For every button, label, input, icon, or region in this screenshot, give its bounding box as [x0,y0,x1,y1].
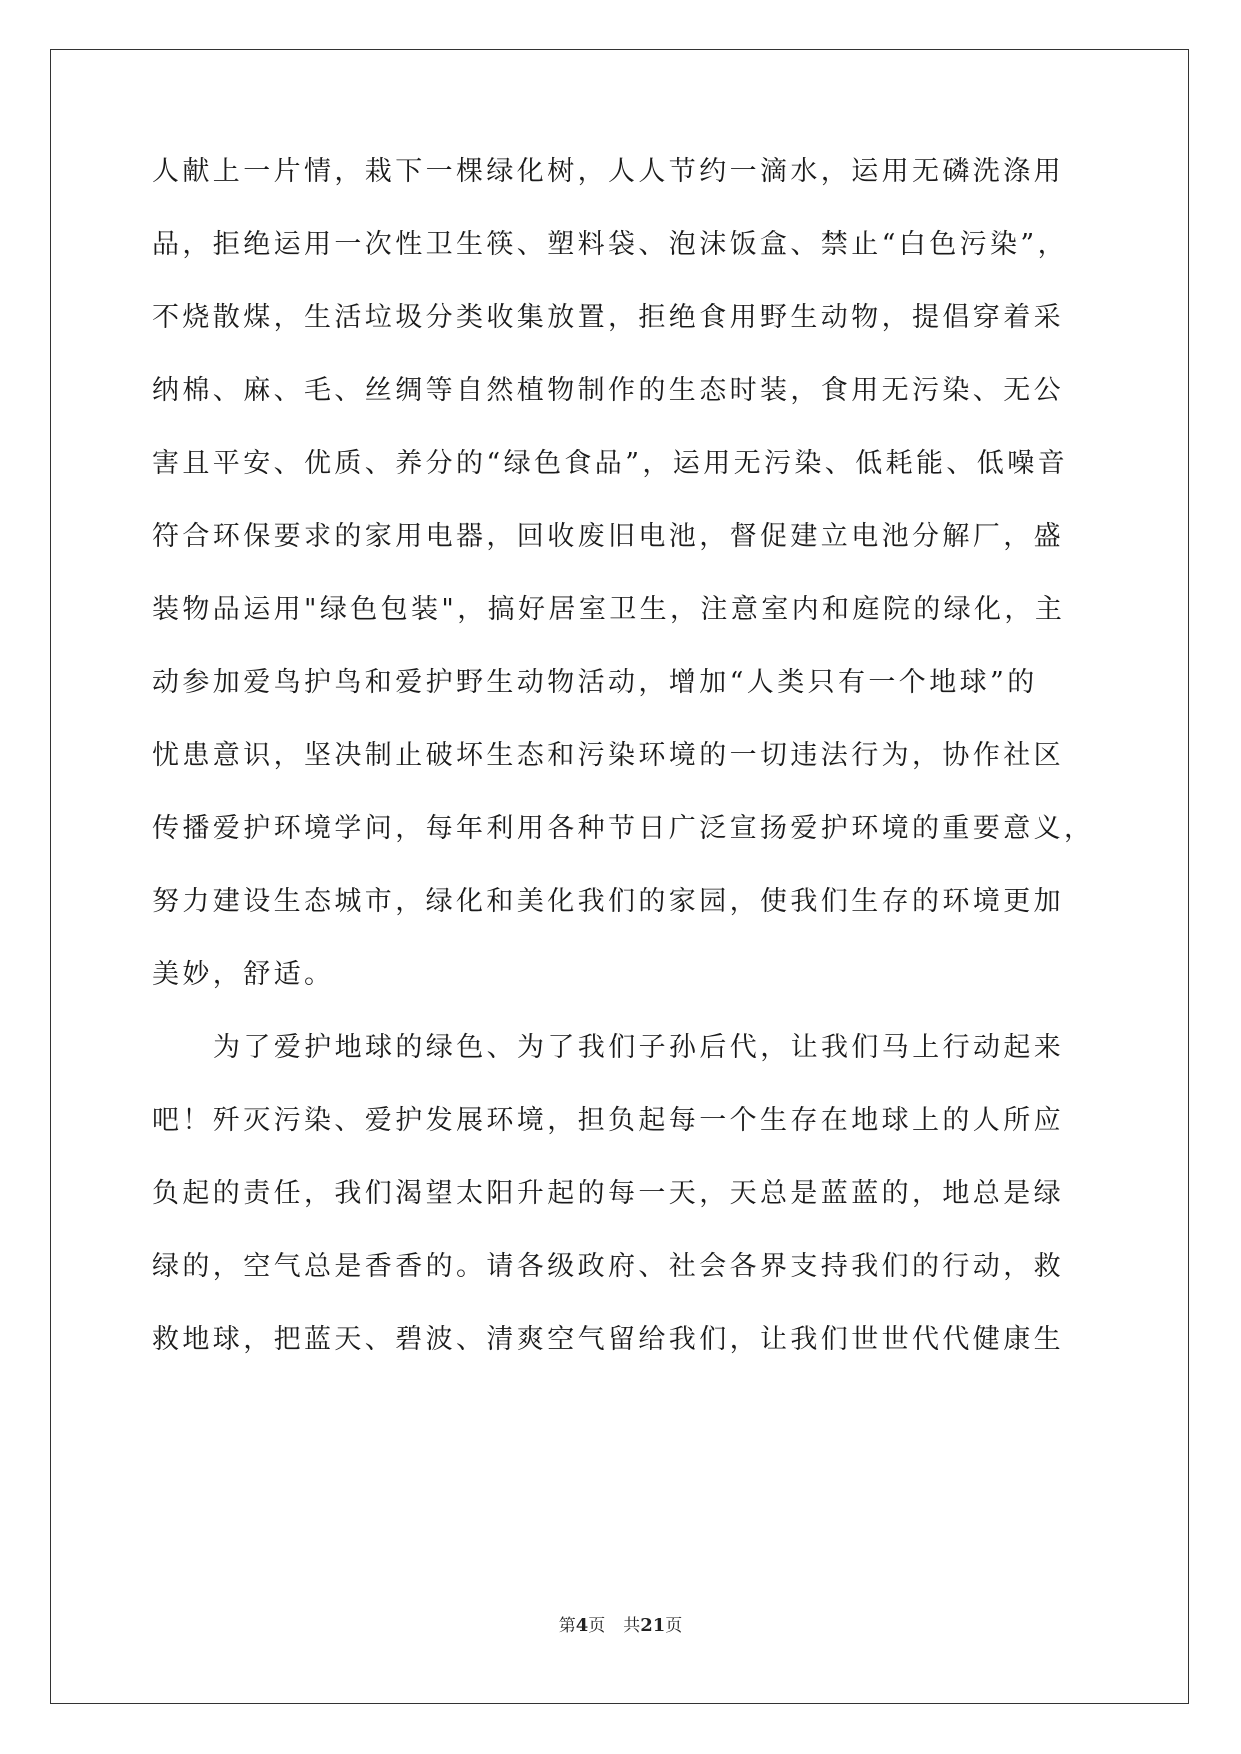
text-line: 符合环保要求的家用电器，回收废旧电池，督促建立电池分解厂，盛 [152,521,1064,552]
text-line: 害且平安、优质、养分的“绿色食品”，运用无污染、低耗能、低噪音 [152,448,1069,479]
page-border [50,49,1189,1704]
text-line: 负起的责任，我们渴望太阳升起的每一天，天总是蓝蓝的，地总是绿 [152,1178,1064,1209]
text-line: 美妙，舒适。 [152,959,335,990]
text-line: 努力建设生态城市，绿化和美化我们的家园，使我们生存的环境更加 [152,886,1064,917]
total-prefix: 共 [623,1616,641,1636]
page-number: 4 [575,1615,589,1636]
text-line: 纳棉、麻、毛、丝绸等自然植物制作的生态时装，食用无污染、无公 [152,375,1064,406]
text-line: 绿的，空气总是香香的。请各级政府、社会各界支持我们的行动，救 [152,1251,1064,1282]
page-footer [0,1614,1241,1638]
total-pages: 21 [640,1615,666,1636]
text-line: 品，拒绝运用一次性卫生筷、塑料袋、泡沫饭盒、禁止“白色污染”， [152,229,1069,260]
text-line: 人献上一片情，栽下一棵绿化树，人人节约一滴水，运用无磷洗涤用 [152,156,1064,187]
text-line: 吧！歼灭污染、爱护发展环境，担负起每一个生存在地球上的人所应 [152,1105,1064,1136]
total-suffix: 页 [665,1616,683,1636]
paragraph-start-line: 为了爱护地球的绿色、为了我们子孙后代，让我们马上行动起来 [213,1032,1065,1063]
text-line: 动参加爱鸟护鸟和爱护野生动物活动，增加“人类只有一个地球”的 [152,667,1038,698]
text-line: 装物品运用"绿色包装"，搞好居室卫生，注意室内和庭院的绿化，主 [152,594,1066,625]
text-line: 不烧散煤，生活垃圾分类收集放置，拒绝食用野生动物，提倡穿着采 [152,302,1064,333]
page-prefix: 第 [558,1616,576,1636]
text-line: 忧患意识，坚决制止破坏生态和污染环境的一切违法行为，协作社区 [152,740,1064,771]
page-suffix: 页 [588,1616,606,1636]
text-line: 传播爱护环境学问，每年利用各种节日广泛宣扬爱护环境的重要意义， [152,813,1095,844]
text-line: 救地球，把蓝天、碧波、清爽空气留给我们，让我们世世代代健康生 [152,1324,1064,1355]
